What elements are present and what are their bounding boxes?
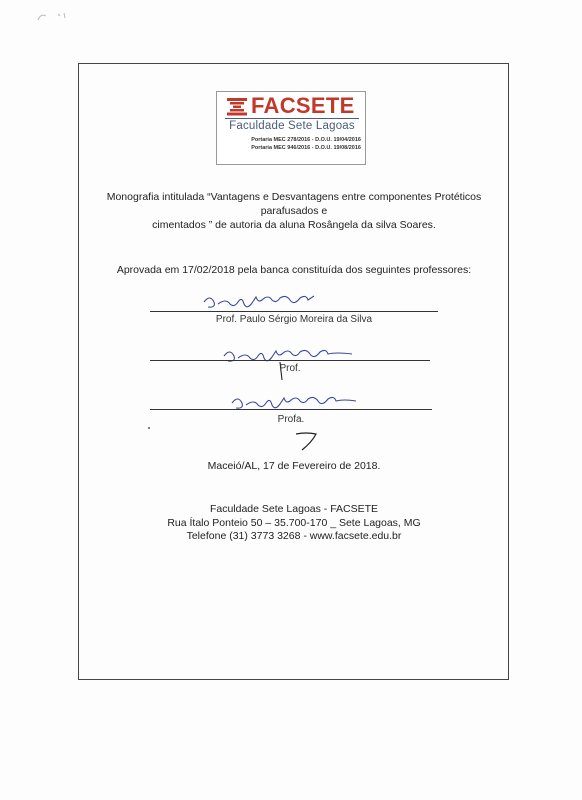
logo-portaria-1: Portaria MEC 278/2016 - D.O.U. 19/04/2016 [251,137,361,143]
signature-label-3: Profa. [277,414,305,425]
signature-line-2 [150,360,430,361]
signature-label-2: Prof. [279,363,301,374]
handwritten-signature-3 [226,393,376,415]
intro-line-2: cimentados ” de autoria da aluna Rosângela da silva Soares. [152,219,436,231]
place-and-date: Maceió/AL, 17 de Fevereiro de 2018. [207,460,381,472]
scan-artifact-marks [36,10,76,24]
intro-line-1: Monografia intitulada “Vantagens e Desvantagens entre componentes Protéticos parafusados e [106,191,482,217]
facsete-emblem-icon [227,98,247,116]
signature-line-3 [150,409,432,410]
footer-address: Rua Ítalo Ponteio 50 – 35.700-170 _ Sete Lagoas, MG [167,516,421,529]
monograph-description [84,190,504,232]
footer-institution: Faculdade Sete Lagoas - FACSETE [209,503,379,515]
institution-footer [84,503,504,544]
ink-mark [292,430,322,452]
logo-name: FACSETE [251,93,355,118]
footer-contact: Telefone (31) 3773 3268 - www.facsete.edu.br [186,530,402,542]
logo-portaria-2: Portaria MEC 946/2016 - D.O.U. 19/08/2016 [251,145,361,151]
facsete-logo [216,91,366,165]
signature-label-1: Prof. Paulo Sérgio Moreira da Silva [215,314,373,325]
logo-subtitle: Faculdade Sete Lagoas [229,120,355,132]
signature-line-1 [150,311,438,312]
approval-statement: Aprovada em 17/02/2018 pela banca constituída dos seguintes professores: [116,264,472,276]
stray-dot [148,427,150,429]
logo-divider [225,118,359,119]
